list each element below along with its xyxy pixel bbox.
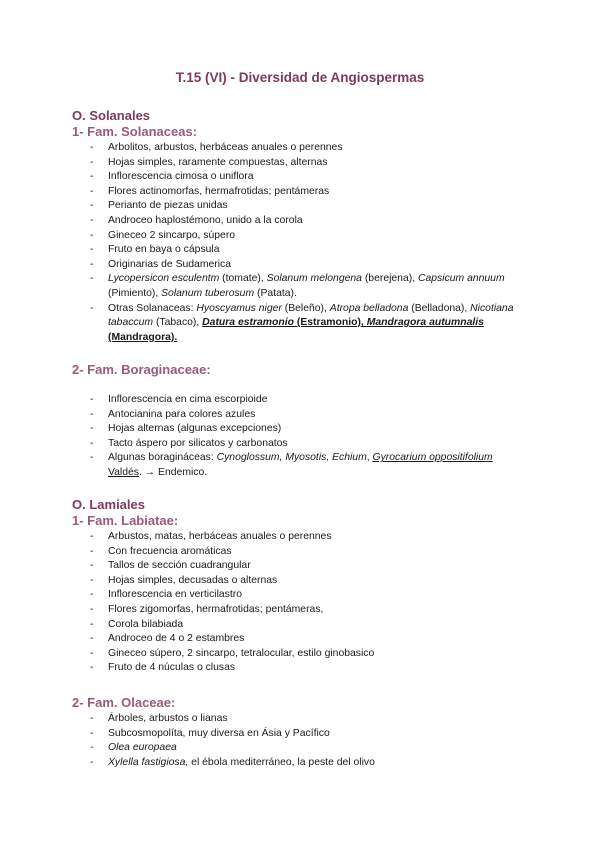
list-item: - Perianto de piezas unidas	[88, 199, 518, 214]
list-item: - Androceo haplostémono, unido a la corola	[88, 214, 518, 229]
species-name: Solanum melongena	[266, 273, 362, 285]
common-name: (berejena),	[361, 273, 418, 285]
list-item: - Flores actinomorfas, hermafrotidas; pentámeras	[88, 185, 518, 200]
species-name: Xylella fastigiosa,	[108, 756, 189, 768]
list-item: - Hojas simples, raramente compuestas, alternas	[88, 156, 518, 171]
description: el ébola mediterráneo, la peste del olivo	[188, 756, 375, 768]
list-item: - Androceo de 4 o 2 estambres	[88, 632, 518, 647]
common-name: (Belladona),	[408, 302, 471, 314]
common-name: (Patata).	[254, 287, 297, 299]
genus-names: Cynoglossum, Myosotis, Echium	[216, 452, 367, 464]
list-item: - Arbustos, matas, herbáceas anuales o perennes	[88, 530, 518, 545]
species-name: Atropa belladona	[329, 302, 409, 314]
common-name: (tomate),	[219, 273, 267, 285]
family-labiatae-heading: 1- Fam. Labiatae:	[72, 513, 179, 528]
author-name: Valdés	[108, 466, 139, 478]
endemic-note: . → Endemico.	[139, 466, 208, 478]
species-name: Capsicum annuum	[417, 273, 505, 285]
species-name: Nicotiana tabaccum	[108, 302, 514, 329]
list-item: - Subcosmopolíta, muy diversa en Ásia y Pacífico	[88, 727, 518, 742]
species-name-highlight: Mandragora autumnalis	[366, 317, 484, 329]
species-name-underlined: Gyrocarium oppositifolium	[372, 452, 493, 464]
common-name: (Tabaco),	[153, 317, 203, 329]
common-name-highlight: (Mandragora).	[108, 331, 178, 343]
common-name: (Pimiento),	[108, 287, 162, 299]
list-item: - Tallos de sección cuadrangular	[88, 559, 518, 574]
list-item: - Gineceo 2 sincarpo, súpero	[88, 229, 518, 244]
list-item: - Originarias de Sudamerica	[88, 258, 518, 273]
list-item-xylella	[88, 756, 518, 771]
family-olaceae-heading: 2- Fam. Olaceae:	[72, 695, 176, 710]
solanaceas-list	[88, 141, 518, 345]
list-item: - Gineceo súpero, 2 sincarpo, tetralocular, estilo ginobasico	[88, 647, 518, 662]
olaceae-list	[88, 712, 518, 770]
label: Algunas boragináceas:	[108, 452, 217, 464]
species-name-highlight: Datura estramonio	[202, 317, 294, 329]
list-item: - Antocianina para colores azules	[88, 408, 518, 423]
labiatae-list	[88, 530, 518, 676]
order-solanales-heading: O. Solanales	[72, 108, 151, 123]
family-solanaceas-heading: 1- Fam. Solanaceas:	[72, 124, 197, 139]
order-lamiales-heading: O. Lamiales	[72, 497, 145, 512]
list-item: - Árboles, arbustos o lianas	[88, 712, 518, 727]
list-item-examples	[88, 272, 518, 301]
list-item: - Flores zigomorfas, hermafrotidas; pentámeras,	[88, 603, 518, 618]
page-title: T.15 (VI) - Diversidad de Angiospermas	[175, 70, 425, 85]
species-name: Lycopersicon esculentm	[108, 273, 220, 285]
list-item: - Arbolitos, arbustos, herbáceas anuales o perennes	[88, 141, 518, 156]
list-item-olea: - Olea europaea	[88, 741, 518, 756]
family-boraginaceae-heading: 2- Fam. Boraginaceae:	[72, 362, 211, 377]
list-item-otras	[88, 302, 518, 346]
common-name: (Beleño),	[281, 302, 330, 314]
separator: ,	[366, 452, 373, 464]
list-item: - Fruto en baya o cápsula	[88, 243, 518, 258]
list-item: - Con frecuencia aromáticas	[88, 545, 518, 560]
list-item: - Corola bilabiada	[88, 618, 518, 633]
list-item-algunas	[88, 451, 518, 480]
label: Otras Solanaceas:	[108, 302, 197, 314]
list-item: - Hojas alternas (algunas excepciones)	[88, 422, 518, 437]
species-name: Solanum tuberosum	[161, 287, 255, 299]
common-name-highlight: (Estramonio),	[293, 317, 367, 329]
boraginaceae-list	[88, 393, 518, 481]
list-item: - Tacto áspero por silicatos y carbonatos	[88, 437, 518, 452]
species-name: Hyoscyamus niger	[196, 302, 282, 314]
list-item: - Inflorescencia cimosa o uniflora	[88, 170, 518, 185]
list-item: - Inflorescencia en verticilastro	[88, 588, 518, 603]
list-item: - Inflorescencia en cima escorpioide	[88, 393, 518, 408]
list-item: - Hojas simples, decusadas o alternas	[88, 574, 518, 589]
list-item: - Fruto de 4 núculas o clusas	[88, 661, 518, 676]
